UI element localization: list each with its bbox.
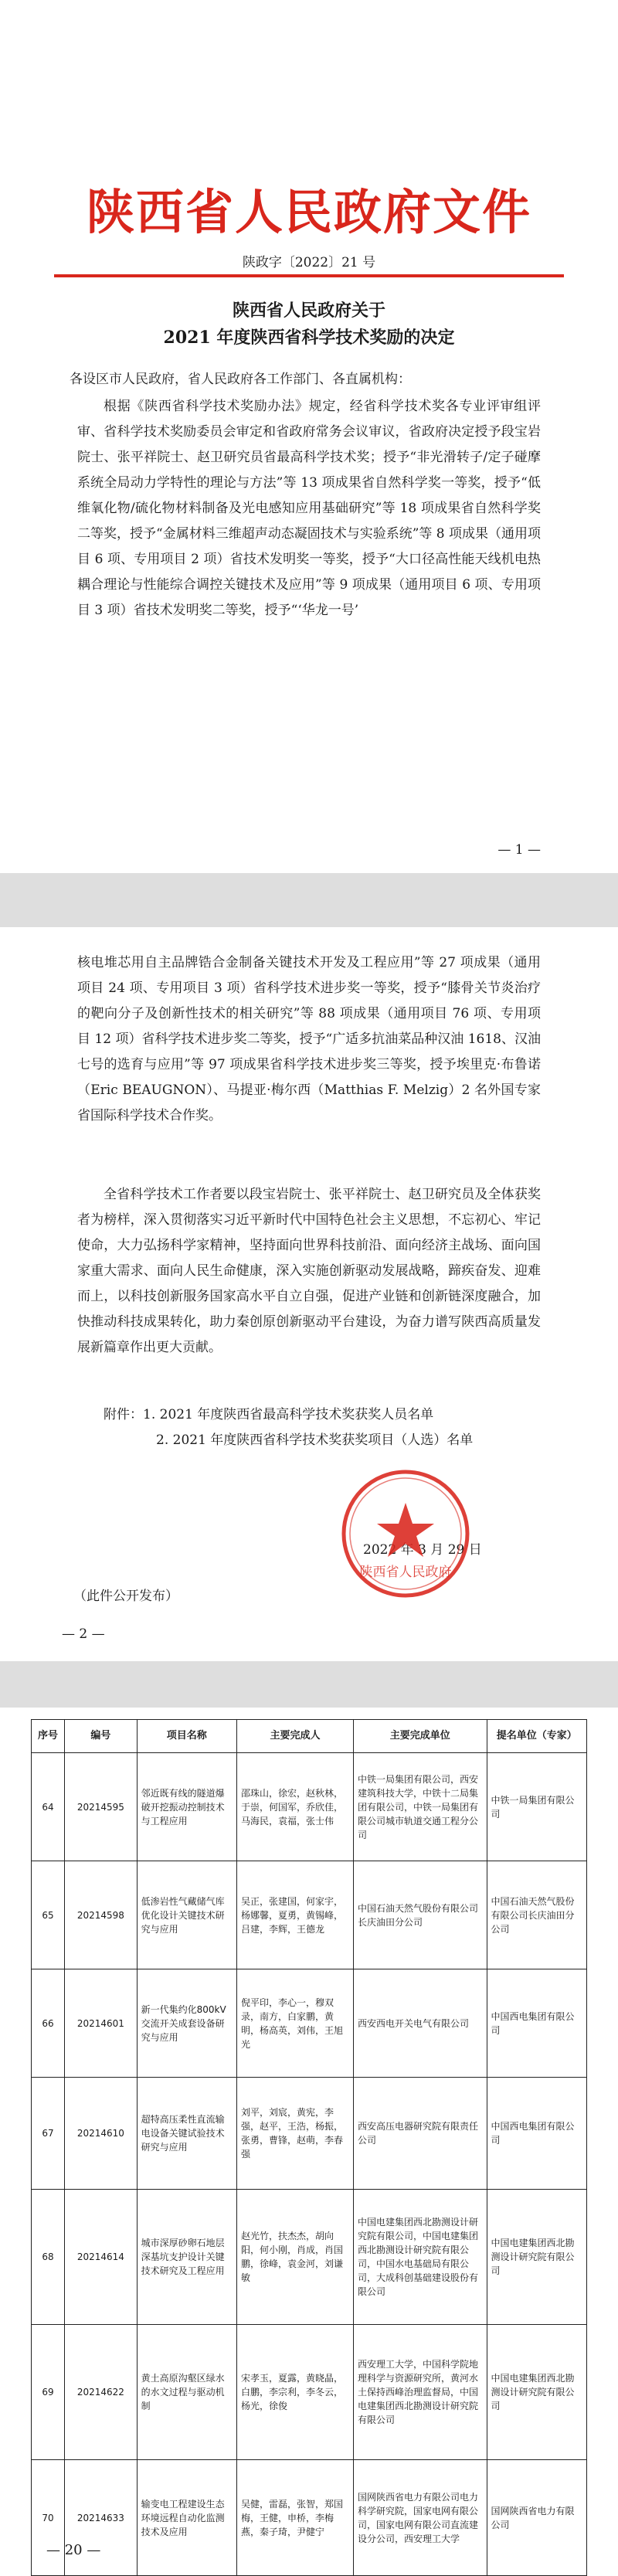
table-header-row <box>32 1720 587 1753</box>
page-gap <box>0 1661 618 1708</box>
cell-name: 城市深厚砂卵石地层深基坑支护设计关键技术研究及工程应用 <box>137 2190 236 2325</box>
cell-name: 邻近既有线的隧道爆破开挖振动控制技术与工程应用 <box>137 1753 236 1861</box>
cell-code: 20214633 <box>65 2460 137 2576</box>
page-number: — 20 — <box>46 2542 101 2558</box>
cell-nominator: 中铁一局集团有限公司 <box>487 1753 586 1861</box>
table-row <box>32 1753 587 1861</box>
cell-units: 中国电建集团西北勘测设计研究院有限公司，中国电建集团西北勘测设计研究院有限公司，中国水电基础局有限公司，大成科创基础建设股份有限公司 <box>353 2190 487 2325</box>
table-row <box>32 2190 587 2325</box>
attachment-1: 附件：1. 2021 年度陕西省最高科学技术奖获奖人员名单 <box>104 1407 434 1422</box>
cell-no: 66 <box>32 1969 65 2078</box>
col-header-nominator: 提名单位（专家） <box>487 1720 586 1753</box>
cell-units: 西安高压电器研究院有限责任公司 <box>353 2078 487 2190</box>
cell-no: 69 <box>32 2325 65 2460</box>
table-row <box>32 1861 587 1969</box>
table-row <box>32 2460 587 2576</box>
table-row <box>32 1969 587 2078</box>
awards-table <box>31 1719 587 2576</box>
page-2 <box>0 927 618 1661</box>
cell-no: 67 <box>32 2078 65 2190</box>
cell-people: 刘平，刘宸，黄宪，李强，赵平，王浩，杨振，张勇，曹锋，赵萌，李春强 <box>237 2078 354 2190</box>
col-header-units: 主要完成单位 <box>353 1720 487 1753</box>
page-number: — 2 — <box>62 1626 105 1642</box>
cell-nominator: 中国电建集团西北勘测设计研究院有限公司 <box>487 2190 586 2325</box>
table-row <box>32 2325 587 2460</box>
page-gap <box>0 873 618 927</box>
cell-code: 20214598 <box>65 1861 137 1969</box>
cell-code: 20214614 <box>65 2190 137 2325</box>
col-header-code: 编号 <box>65 1720 137 1753</box>
cell-name: 超特高压柔性直流输电设备关键试验技术研究与应用 <box>137 2078 236 2190</box>
cell-no: 70 <box>32 2460 65 2576</box>
seal-text: 陕西省人民政府 <box>359 1565 452 1580</box>
cell-nominator: 中国西电集团有限公司 <box>487 2078 586 2190</box>
cell-code: 20214595 <box>65 1753 137 1861</box>
cell-people: 吴健，雷磊，张智，郑国梅，王健，申桥，李梅燕，秦子琦，尹健宁 <box>237 2460 354 2576</box>
cell-code: 20214610 <box>65 2078 137 2190</box>
col-header-people: 主要完成人 <box>237 1720 354 1753</box>
official-seal <box>340 1468 471 1599</box>
cell-code: 20214601 <box>65 1969 137 2078</box>
attachment-2: 2. 2021 年度陕西省科学技术奖获奖项目（人选）名单 <box>156 1432 474 1448</box>
cell-nominator: 国网陕西省电力有限公司 <box>487 2460 586 2576</box>
red-divider <box>54 274 564 277</box>
cell-units: 西安理工大学，中国科学院地理科学与资源研究所，黄河水土保持西峰治理监督局，中国电建集团西北勘测设计研究院有限公司 <box>353 2325 487 2460</box>
public-release-note: （此件公开发布） <box>73 1589 178 1604</box>
document-header: 陕西省人民政府文件 <box>86 184 531 240</box>
cell-units: 中铁一局集团有限公司，西安建筑科技大学，中铁十二局集团有限公司，中铁一局集团有限公司城市轨道交通工程分公司 <box>353 1753 487 1861</box>
cell-units: 国网陕西省电力有限公司电力科学研究院，国家电网有限公司，国家电网有限公司直流建设分公司，西安理工大学 <box>353 2460 487 2576</box>
col-header-name: 项目名称 <box>137 1720 236 1753</box>
cell-people: 邵珠山，徐宏，赵秋林，于崇，何国军，乔欣佳，马海民，袁福，张士伟 <box>237 1753 354 1861</box>
cell-no: 64 <box>32 1753 65 1861</box>
cell-people: 宋孝玉，夏露，黄晓晶，白鹏，李宗利，李冬云，杨光，徐俊 <box>237 2325 354 2460</box>
cell-nominator: 中国西电集团有限公司 <box>487 1969 586 2078</box>
cell-name: 新一代集约化800kV交流开关成套设备研究与应用 <box>137 1969 236 2078</box>
cell-no: 68 <box>32 2190 65 2325</box>
cell-nominator: 中国电建集团西北勘测设计研究院有限公司 <box>487 2325 586 2460</box>
body-paragraph-2: 全省科学技术工作者要以段宝岩院士、张平祥院士、赵卫研究员及全体获奖者为榜样，深入贯彻落实习近平新时代中国特色社会主义思想，不忘初心、牢记使命，大力弘扬科学家精神，坚持面向世界科技前沿、面向经济主战场、面向国家重大需求、面向人民生命健康，深入实施创新驱动发展战略，蹄疾奋发、迎难而上，以科技创新服务国家高水平自立自强，促进产业链和创新链深度融合，加快推动科技成果转化，助力秦创原创新驱动平台建设，为奋力谱写陕西高质量发展新篇章作出更大贡献。 <box>77 1187 541 1355</box>
table-row <box>32 2078 587 2190</box>
cell-name: 输变电工程建设生态环境远程自动化监测技术及应用 <box>137 2460 236 2576</box>
document-number: 陕政字〔2022〕21 号 <box>242 255 376 270</box>
cell-units: 西安西电开关电气有限公司 <box>353 1969 487 2078</box>
body-paragraph: 根据《陕西省科学技术奖励办法》规定，经省科学技术奖各专业评审组评审、省科学技术奖励委员会审定和省政府常务会议审议，省政府决定授予段宝岩院士、张平祥院士、赵卫研究员省最高科学技术奖；授予“非光滑转子/定子碰摩系统全局动力学特性的理论与方法”等 13 项成果省自然科学奖一等奖，授予“低维氧化物/硫化物材料制备及光电感知应用基础研究”等 18 项成果省自然科学奖二等奖，授予“金属材料三维超声动态凝固技术与实验系统”等 8 项成果（通用项目 6 项、专用项目 2 项）省技术发明奖一等奖，授予“大口径高性能天线机电热耦合理论与性能综合调控关键技术及应用”等 9 项成果（通用项目 6 项、专用项目 3 项）省技术发明奖二等奖，授予“‘华龙一号’ <box>77 399 542 618</box>
salutation: 各设区市人民政府，省人民政府各工作部门、各直属机构： <box>70 372 411 387</box>
cell-code: 20214622 <box>65 2325 137 2460</box>
cell-name: 低渗岩性气藏储气库优化设计关键技术研究与应用 <box>137 1861 236 1969</box>
cell-no: 65 <box>32 1861 65 1969</box>
body-paragraph-continued: 核电堆芯用自主品牌锆合金制备关键技术开发及工程应用”等 27 项成果（通用项目 24 项、专用项目 3 项）省科学技术进步奖一等奖，授予“膝骨关节炎治疗的靶向分子及创新性技术的相关研究”等 88 项成果（通用项目 76 项、专用项目 12 项）省科学技术进步奖二等奖，授予“广适多抗油菜品种汉油 1618、汉油七号的选育与应用”等 97 项成果省科学技术进步奖三等奖，授予埃里克·布鲁诺（Eric BEAUGNON）、马提亚·梅尔西（Matthias F. Melzig）2 名外国专家省国际科学技术合作奖。 <box>77 955 541 1123</box>
title-line-2: 2021 年度陕西省科学技术奖励的决定 <box>163 328 455 348</box>
cell-people: 吴正，张建国，何家宇，杨娜馨，夏勇，黄锡峰，吕建，李辉，王德龙 <box>237 1861 354 1969</box>
cell-people: 倪平印，李心一，穆双录，南方，白家鹏，黄明，杨高英，刘伟，王旭光 <box>237 1969 354 2078</box>
page-number: — 1 — <box>497 842 541 858</box>
publish-date: 2022 年 3 月 29 日 <box>363 1542 482 1558</box>
cell-people: 赵光竹，扶杰杰，胡向阳，何小刚，肖成，肖国鹏，徐峰，袁金河，刘谦敏 <box>237 2190 354 2325</box>
title-line-1: 陕西省人民政府关于 <box>232 301 385 321</box>
page-1 <box>0 0 618 873</box>
cell-name: 黄土高原沟壑区绿水的水文过程与驱动机制 <box>137 2325 236 2460</box>
col-header-no: 序号 <box>32 1720 65 1753</box>
cell-nominator: 中国石油天然气股份有限公司长庆油田分公司 <box>487 1861 586 1969</box>
cell-units: 中国石油天然气股份有限公司长庆油田分公司 <box>353 1861 487 1969</box>
